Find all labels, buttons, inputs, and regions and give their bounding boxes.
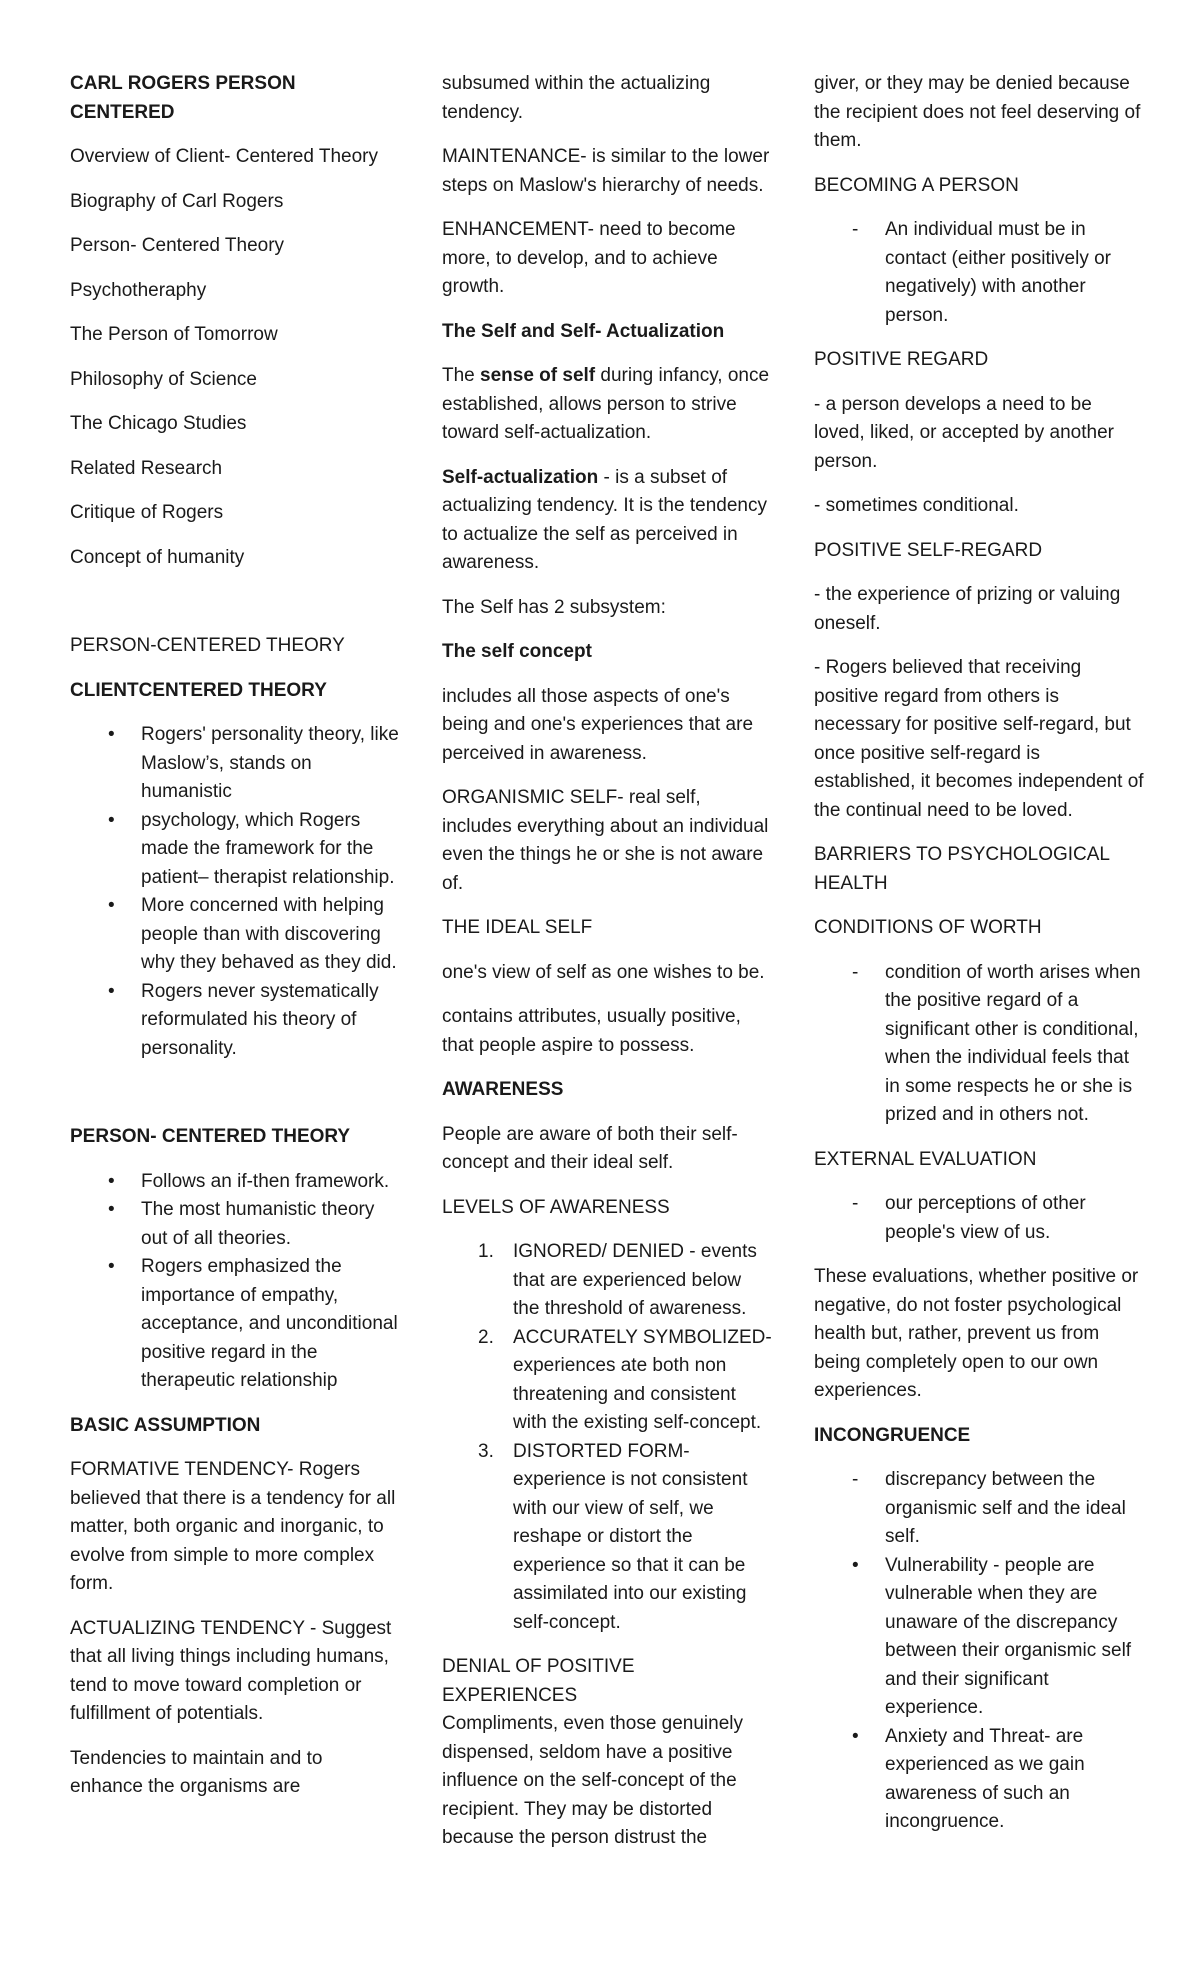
toc-item: Overview of Client- Centered Theory bbox=[70, 146, 378, 167]
paragraph: - the experience of prizing or valuing oneself. bbox=[814, 584, 1121, 634]
bullet-icon: • bbox=[108, 1170, 115, 1192]
section-heading: LEVELS OF AWARENESS bbox=[442, 1196, 670, 1218]
bullet-icon: • bbox=[108, 895, 115, 916]
paragraph: subsumed within the actualizing tendency. bbox=[442, 73, 711, 123]
toc-item: Concept of humanity bbox=[70, 546, 245, 568]
list-item: • Vulnerability - people are vulnerable when they are unaware of the discrepancy between their organismic self and their significant experience. bbox=[814, 1552, 1144, 1723]
paragraph: Self-actualization - is a subset of actualizing tendency. It is the tendency to actualize the self as perceived in awareness. bbox=[442, 466, 767, 573]
dash-icon: - bbox=[852, 219, 859, 240]
dash-list bbox=[814, 959, 1144, 1130]
paragraph: - Rogers believed that receiving positive regard from others is necessary for positive self-regard, but once positive self-regard is established, it becomes independent of the continual need to be loved. bbox=[814, 657, 1144, 821]
section-heading: PERSON-CENTERED THEORY bbox=[70, 635, 345, 656]
paragraph: ORGANISMIC SELF- real self, includes everything about an individual even the things he or she is not aware of. bbox=[442, 787, 769, 894]
bullet-icon: • bbox=[852, 1725, 859, 1747]
list-item: • More concerned with helping people than with discovering why they behaved as they did. bbox=[70, 892, 400, 978]
bullet-icon: • bbox=[108, 809, 115, 831]
column-1 bbox=[70, 70, 400, 1818]
paragraph: includes all those aspects of one's being and one's experiences that are perceived in awareness. bbox=[442, 685, 754, 764]
toc-item: The Person of Tomorrow bbox=[70, 324, 278, 345]
dash-icon: - bbox=[852, 1193, 859, 1214]
dash-icon: - bbox=[852, 1469, 859, 1490]
list-item: - our perceptions of other people's view of us. bbox=[814, 1190, 1144, 1247]
list-item: • psychology, which Rogers made the framework for the patient– therapist relationship. bbox=[70, 807, 400, 893]
list-item: - discrepancy between the organismic self and the ideal self. bbox=[814, 1466, 1144, 1552]
toc-item: Person- Centered Theory bbox=[70, 235, 285, 256]
paragraph: ENHANCEMENT- need to become more, to develop, and to achieve growth. bbox=[442, 219, 736, 297]
toc-item: Related Research bbox=[70, 457, 223, 479]
bullet-icon: • bbox=[852, 1554, 859, 1576]
dash-icon: - bbox=[852, 961, 859, 983]
section-heading: BARRIERS TO PSYCHOLOGICAL HEALTH bbox=[814, 844, 1110, 894]
bullet-list bbox=[70, 1168, 400, 1396]
toc-item: Critique of Rogers bbox=[70, 502, 224, 523]
section-heading: The self concept bbox=[442, 641, 592, 662]
toc-item: The Chicago Studies bbox=[70, 413, 247, 434]
list-item: 1. IGNORED/ DENIED - events that are experienced below the threshold of awareness. bbox=[478, 1241, 757, 1319]
section-heading: PERSON- CENTERED THEORY bbox=[70, 1126, 351, 1147]
section-heading: The Self and Self- Actualization bbox=[442, 320, 725, 342]
paragraph: FORMATIVE TENDENCY- Rogers believed that there is a tendency for all matter, both organic and inorganic, to evolve from simple to more complex form. bbox=[70, 1459, 396, 1594]
spacer bbox=[70, 588, 400, 632]
toc-item: Biography of Carl Rogers bbox=[70, 190, 284, 212]
section-heading: AWARENESS bbox=[442, 1079, 564, 1100]
paragraph: - sometimes conditional. bbox=[814, 495, 1019, 516]
list-item: - condition of worth arises when the positive regard of a significant other is conditional, when the individual feels that in some respects he or she is prized and in others not. bbox=[814, 959, 1144, 1130]
list-item: 2. ACCURATELY SYMBOLIZED- experiences ate both non threatening and consistent with the existing self-concept. bbox=[478, 1326, 772, 1433]
bullet-icon: • bbox=[108, 980, 115, 1002]
section-heading: BASIC ASSUMPTION bbox=[70, 1414, 261, 1436]
section-heading: THE IDEAL SELF bbox=[442, 917, 593, 938]
section-heading: POSITIVE SELF-REGARD bbox=[814, 539, 1043, 561]
list-item: • Rogers never systematically reformulated his theory of personality. bbox=[70, 978, 400, 1064]
section-heading: CLIENTCENTERED THEORY bbox=[70, 679, 327, 701]
column-2 bbox=[442, 70, 772, 1869]
section-heading: INCONGRUENCE bbox=[814, 1424, 971, 1446]
paragraph: The sense of self during infancy, once established, allows person to strive toward self-actualization. bbox=[442, 365, 770, 443]
numbered-list bbox=[442, 1238, 772, 1637]
section-heading: BECOMING A PERSON bbox=[814, 174, 1019, 196]
paragraph: These evaluations, whether positive or negative, do not foster psychological health but, rather, prevent us from being completely open to our own experiences. bbox=[814, 1266, 1139, 1401]
paragraph: contains attributes, usually positive, that people aspire to possess. bbox=[442, 1006, 741, 1056]
list-item: • Rogers' personality theory, like Maslow’s, stands on humanistic bbox=[70, 721, 400, 807]
list-item: • The most humanistic theory out of all theories. bbox=[70, 1196, 400, 1253]
paragraph: giver, or they may be denied because the recipient does not feel deserving of them. bbox=[814, 73, 1141, 151]
toc-item: Psychotheraphy bbox=[70, 279, 207, 301]
paragraph: Compliments, even those genuinely dispensed, seldom have a positive influence on the self-concept of the recipient. They may be distorted because the person distrust the bbox=[442, 1713, 744, 1848]
paragraph: - a person develops a need to be loved, liked, or accepted by another person. bbox=[814, 393, 1114, 472]
paragraph: Tendencies to maintain and to enhance the organisms are bbox=[70, 1747, 323, 1797]
paragraph: ACTUALIZING TENDENCY - Suggest that all living things including humans, tend to move toward completion or fulfillment of potentials. bbox=[70, 1617, 392, 1724]
dash-list bbox=[814, 216, 1144, 330]
list-item: 3. DISTORTED FORM- experience is not consistent with our view of self, we reshape or distort the experience so that it can be assimilated into our existing self-concept. bbox=[478, 1440, 748, 1633]
bullet-icon: • bbox=[108, 1256, 115, 1277]
section-heading: EXTERNAL EVALUATION bbox=[814, 1148, 1037, 1170]
paragraph: The Self has 2 subsystem: bbox=[442, 596, 666, 618]
paragraph: one's view of self as one wishes to be. bbox=[442, 961, 765, 983]
list-item: • Rogers emphasized the importance of empathy, acceptance, and unconditional positive regard in the therapeutic relationship bbox=[70, 1253, 400, 1396]
list-item: • Anxiety and Threat- are experienced as we gain awareness of such an incongruence. bbox=[814, 1723, 1144, 1837]
document-title: CARL ROGERS PERSON CENTERED bbox=[70, 73, 296, 123]
dash-list bbox=[814, 1190, 1144, 1247]
bullet-icon: • bbox=[108, 1199, 115, 1220]
toc-item: Philosophy of Science bbox=[70, 368, 257, 390]
bullet-list bbox=[814, 1552, 1144, 1837]
paragraph: MAINTENANCE- is similar to the lower steps on Maslow's hierarchy of needs. bbox=[442, 146, 770, 196]
list-item: • Follows an if-then framework. bbox=[70, 1168, 400, 1197]
bullet-list bbox=[70, 721, 400, 1063]
bullet-icon: • bbox=[108, 724, 115, 745]
section-heading: CONDITIONS OF WORTH bbox=[814, 917, 1042, 938]
dash-list bbox=[814, 1466, 1144, 1552]
paragraph: People are aware of both their self-concept and their ideal self. bbox=[442, 1123, 738, 1173]
section-heading: POSITIVE REGARD bbox=[814, 349, 989, 370]
list-item: - An individual must be in contact (either positively or negatively) with another person. bbox=[814, 216, 1144, 330]
spacer bbox=[70, 1079, 400, 1123]
section-heading: DENIAL OF POSITIVE EXPERIENCES bbox=[442, 1656, 635, 1706]
column-3 bbox=[814, 70, 1144, 1853]
